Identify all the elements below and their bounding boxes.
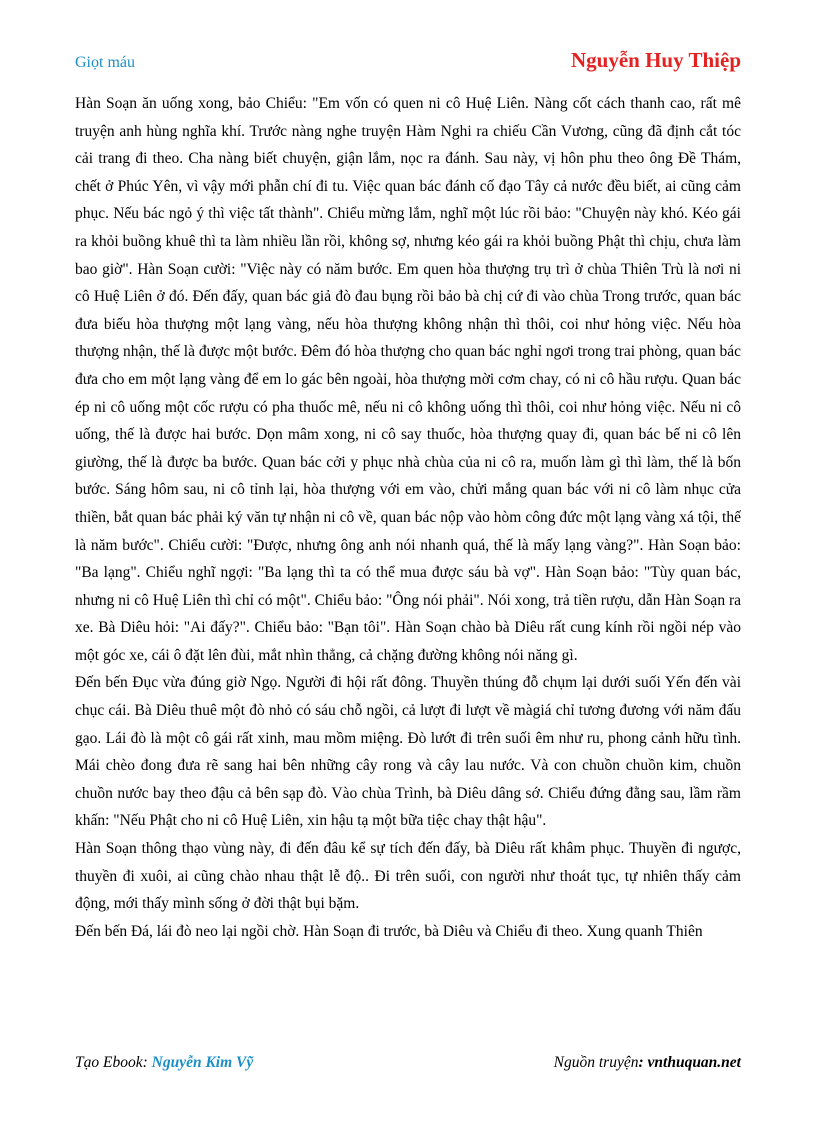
page-footer xyxy=(75,1054,741,1078)
paragraph: Hàn Soạn ăn uống xong, bảo Chiểu: "Em vốn có quen ni cô Huệ Liên. Nàng cốt cách thanh cao, rất mê truyện anh hùng nghĩa khí. Trước nàng nghe truyện Hàm Nghi ra chiếu Cần Vương, cũng đã định cắt tóc cải trang đi theo. Cha nàng biết chuyện, giận lắm, nọc ra đánh. Sau này, vị hôn phu theo ông Đề Thám, chết ở Phúc Yên, vì vậy mới phẫn chí đi tu. Việc quan bác đánh cố đạo Tây cả nước đều biết, ai cũng cảm phục. Nếu bác ngỏ ý thì việc tất thành". Chiểu mừng lắm, nghĩ một lúc rồi bảo: "Chuyện này khó. Kéo gái ra khỏi buồng khuê thì ta làm nhiều lần rồi, không sợ, nhưng kéo gái ra khỏi buồng Phật thì chịu, chưa làm bao giờ". Hàn Soạn cười: "Việc này có năm bước. Em quen hòa thượng trụ trì ở chùa Thiên Trù là nơi ni cô Huệ Liên ở đó. Đến đấy, quan bác giả đò đau bụng rồi bảo bà chị cứ đi vào chùa Trong trước, quan bác đưa biếu hòa thượng một lạng vàng, nếu hòa thượng không nhận thì thôi, coi như hỏng việc. Nếu hòa thượng nhận, thế là được một bước. Đêm đó hòa thượng cho quan bác nghỉ ngơi trong trai phòng, quan bác đưa cho em một lạng vàng để em lo gác bên ngoài, hòa thượng mời cơm chay, có ni cô hầu rượu. Quan bác ép ni cô uống một cốc rượu có pha thuốc mê, nếu ni cô không uống thì thôi, coi như hỏng việc. Nếu ni cô uống, thế là được hai bước. Dọn mâm xong, ni cô say thuốc, hòa thượng quay đi, quan bác bế ni cô lên giường, thế là được ba bước. Quan bác cởi y phục nhà chùa của ni cô ra, muốn làm gì thì làm, thế là bốn bước. Sáng hôm sau, ni cô tỉnh lại, hòa thượng với em vào, chửi mắng quan bác với ni cô làm nhục cửa thiền, bắt quan bác phải ký văn tự nhận ni cô về, quan bác nộp vào hòm công đức một lạng vàng xá tội, thế là năm bước". Chiểu cười: "Được, nhưng ông anh nói nhanh quá, thế là mấy lạng vàng?". Hàn Soạn bảo: "Ba lạng". Chiểu nghĩ ngợi: "Ba lạng thì ta có thể mua được sáu bà vợ". Hàn Soạn bảo: "Tùy quan bác, nhưng ni cô Huệ Liên thì chỉ có một". Chiểu bảo: "Ông nói phải". Nói xong, trả tiền rượu, dẫn Hàn Soạn ra xe. Bà Diêu hỏi: "Ai đấy?". Chiểu bảo: "Bạn tôi". Hàn Soạn chào bà Diêu rất cung kính rồi ngồi nép vào một góc xe, cái ô đặt lên đùi, mắt nhìn thẳng, cả chặng đường không nói năng gì. xyxy=(75,95,741,664)
ebook-label: Tạo Ebook xyxy=(75,1054,143,1071)
page-header xyxy=(75,48,741,78)
paragraph: Đến bến Đục vừa đúng giờ Ngọ. Người đi hội rất đông. Thuyền thúng đỗ chụm lại dưới suối Yến đến vài chục cái. Bà Diêu thuê một đò nhỏ có sáu chỗ ngồi, cả lượt đi lượt về màgiá chỉ tương đương với năm đấu gạo. Lái đò là một cô gái rất xinh, mau mồm miệng. Đò lướt đi trên suối êm như ru, phong cảnh hữu tình. Mái chèo đong đưa rẽ sang hai bên những cây rong và cây lau nước. Và con chuồn chuồn kim, chuồn chuồn nước bay theo đậu cả bên sạp đò. Vào chùa Trình, bà Diêu dâng sớ. Chiểu đứng đằng sau, lầm rầm khấn: "Nếu Phật cho ni cô Huệ Liên, xin hậu tạ một bữa tiệc chay thật hậu". xyxy=(75,674,741,830)
ebook-credit: Tạo Ebook: Nguyễn Kim Vỹ xyxy=(75,1054,254,1071)
author-name: Nguyễn Huy Thiệp xyxy=(571,48,741,72)
paragraph: Hàn Soạn thông thạo vùng này, đi đến đâu kể sự tích đến đấy, bà Diêu rất khâm phục. Thuyền đi ngược, thuyền đi xuôi, ai cũng chào nhau thật lễ độ.. Đi trên suối, con người như thoát tục, tự nhiên thấy cảm động, mới thấy mình sống ở đời thật bụi bặm. xyxy=(75,840,741,913)
source-label: Nguồn truyện xyxy=(553,1054,639,1071)
source-site: vnthuquan.net xyxy=(647,1054,741,1071)
story-title: Giọt máu xyxy=(75,54,135,71)
ebook-creator: Nguyễn Kim Vỹ xyxy=(151,1054,254,1071)
source-credit: Nguồn truyện: vnthuquan.net xyxy=(553,1054,741,1071)
story-body xyxy=(75,90,741,1036)
paragraph: Đến bến Đá, lái đò neo lại ngồi chờ. Hàn Soạn đi trước, bà Diêu và Chiểu đi theo. Xung quanh Thiên xyxy=(75,922,703,940)
